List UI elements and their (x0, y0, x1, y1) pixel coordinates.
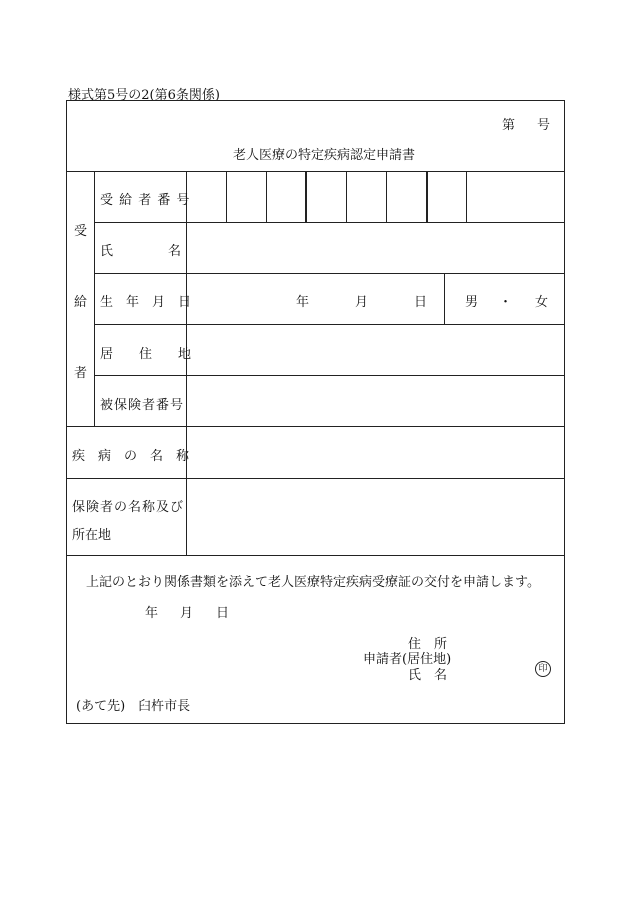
sex-female-option: 女 (535, 295, 549, 310)
name-label-shi: 氏 (100, 244, 114, 259)
divider-row-3 (94, 324, 565, 325)
divider-header (66, 171, 565, 172)
divider-sex-column (444, 273, 445, 324)
date-month-label: 月 (180, 606, 194, 621)
applicant-name-label: 氏 名 (408, 668, 448, 683)
number-label-dai: 第 (502, 118, 516, 133)
name-label-mei: 名 (168, 244, 182, 259)
insurer-label-line1: 保険者の名称及び (72, 500, 185, 515)
recipient-group-char-2: 給 (74, 295, 88, 310)
divider-row-4 (94, 375, 565, 376)
number-label-go: 号 (537, 118, 551, 133)
insurer-label-line2: 所在地 (72, 528, 112, 543)
form-title: 老人医療の特定疾病認定申請書 (233, 148, 416, 163)
digit-box-divider-bold (426, 171, 428, 222)
disease-name-label: 疾 病 の 名 称 (72, 449, 190, 464)
digit-box-divider (466, 171, 467, 222)
address-label: 居 住 地 (100, 347, 192, 362)
date-day-label: 日 (216, 606, 230, 621)
applicant-address-label: 住 所 (408, 637, 448, 652)
sex-male-option: 男 (465, 295, 479, 310)
birth-day-label: 日 (414, 295, 428, 310)
seal-mark: 印 (535, 661, 551, 677)
digit-box-divider-bold (305, 171, 307, 222)
divider-group-column (94, 171, 95, 426)
addressee: (あて先) 臼杵市長 (76, 699, 191, 714)
recipient-group-char-3: 者 (74, 366, 88, 381)
digit-box-divider (386, 171, 387, 222)
divider-label-column (186, 171, 187, 555)
date-year-label: 年 (145, 606, 159, 621)
digit-box-divider (266, 171, 267, 222)
birthdate-label: 生 年 月 日 (100, 295, 192, 310)
recipient-group-char-1: 受 (74, 224, 88, 239)
birth-year-label: 年 (296, 295, 310, 310)
digit-box-divider (346, 171, 347, 222)
form-code: 様式第5号の2(第6条関係) (68, 88, 220, 103)
divider-row-1 (94, 222, 565, 223)
digit-box-divider (226, 171, 227, 222)
sex-separator: ・ (499, 295, 513, 310)
divider-row-7 (66, 555, 565, 556)
divider-row-2 (94, 273, 565, 274)
applicant-label: 申請者(居住地) (363, 652, 452, 667)
recipient-number-label: 受 給 者 番 号 (100, 193, 191, 208)
divider-row-6 (66, 478, 565, 479)
birth-month-label: 月 (355, 295, 369, 310)
insured-number-label: 被保険者番号 (100, 398, 185, 413)
declaration-text: 上記のとおり関係書類を添えて老人医療特定疾病受療証の交付を申請します。 (86, 575, 540, 590)
divider-row-5 (66, 426, 565, 427)
